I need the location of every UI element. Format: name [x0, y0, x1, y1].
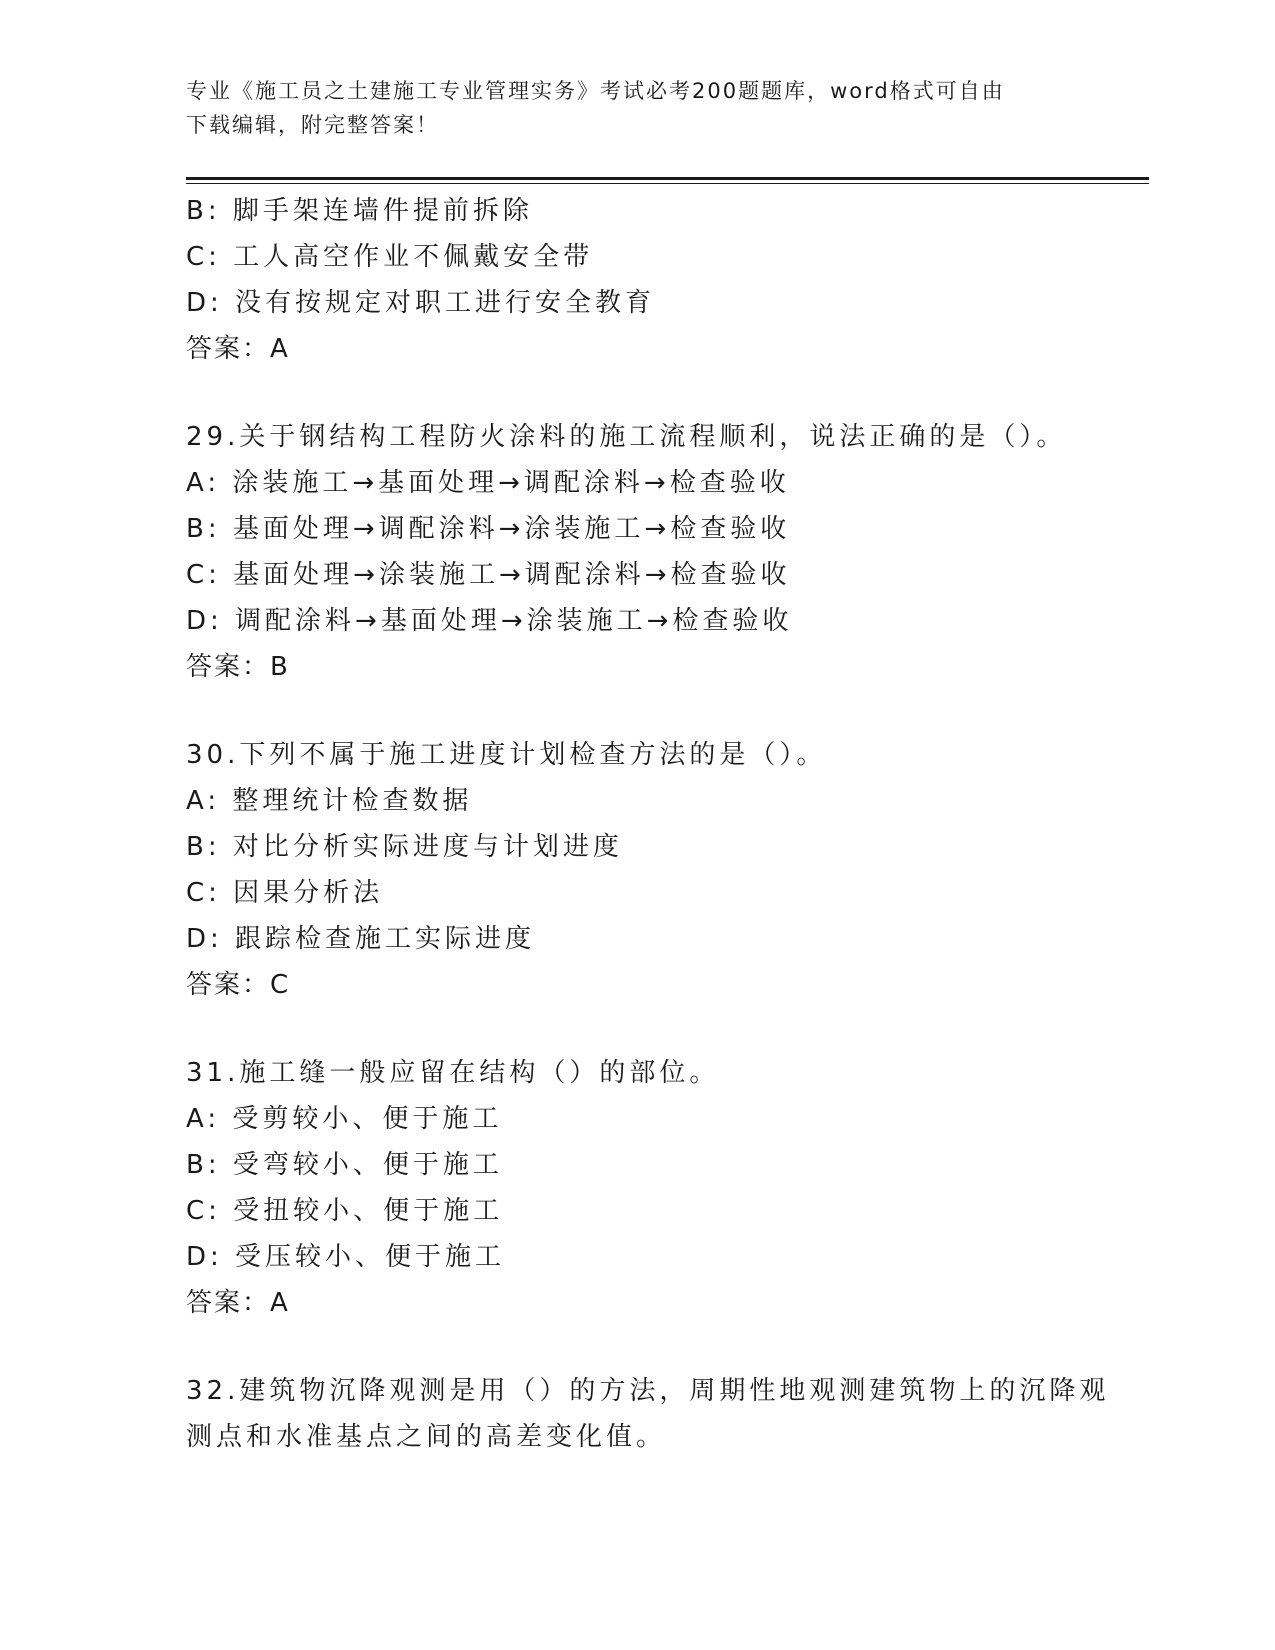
question-29 — [186, 414, 1086, 690]
answer-line: 答案：A — [186, 1288, 290, 1318]
question-stem-line-1: 32.建筑物沉降观测是用（）的方法，周期性地观测建筑物上的沉降观 — [186, 1376, 1110, 1406]
option-b: B: 受弯较小、便于施工 — [186, 1150, 503, 1180]
header-divider-thick — [186, 177, 1149, 180]
option-d: D: 没有按规定对职工进行安全教育 — [186, 288, 656, 318]
header-divider-thin — [186, 183, 1149, 184]
question-30 — [186, 732, 1086, 1008]
question-stem: 31.施工缝一般应留在结构（）的部位。 — [186, 1058, 720, 1088]
question-stem: 29.关于钢结构工程防火涂料的施工流程顺利，说法正确的是（）。 — [186, 422, 1067, 452]
question-28-continued — [186, 188, 1086, 372]
option-a: A: 涂装施工→基面处理→调配涂料→检查验收 — [186, 468, 790, 498]
option-b: B: 对比分析实际进度与计划进度 — [186, 832, 623, 862]
question-stem: 30.下列不属于施工进度计划检查方法的是（）。 — [186, 740, 827, 770]
question-stem-line-2: 测点和水准基点之间的高差变化值。 — [186, 1422, 667, 1452]
question-31 — [186, 1050, 1086, 1326]
answer-line: 答案：C — [186, 970, 291, 1000]
answer-line: 答案：B — [186, 652, 290, 682]
option-b: B: 基面处理→调配涂料→涂装施工→检查验收 — [186, 514, 791, 544]
option-a: A: 受剪较小、便于施工 — [186, 1104, 503, 1134]
question-32 — [186, 1368, 1110, 1460]
question-spacer — [186, 1008, 1086, 1050]
document-header — [186, 74, 1086, 142]
question-spacer — [186, 372, 1086, 414]
header-line-2: 下载编辑，附完整答案！ — [186, 113, 439, 137]
answer-line: 答案：A — [186, 334, 290, 364]
header-line-1: 专业《施工员之土建施工专业管理实务》考试必考200题题库，word格式可自由 — [186, 79, 1005, 103]
question-spacer — [186, 690, 1086, 732]
option-c: C: 工人高空作业不佩戴安全带 — [186, 242, 594, 272]
option-c: C: 受扭较小、便于施工 — [186, 1196, 504, 1226]
option-d: D: 跟踪检查施工实际进度 — [186, 924, 536, 954]
question-spacer — [186, 1326, 1086, 1368]
option-b: B: 脚手架连墙件提前拆除 — [186, 196, 533, 226]
option-d: D: 受压较小、便于施工 — [186, 1242, 506, 1272]
option-a: A: 整理统计检查数据 — [186, 786, 473, 816]
question-content — [186, 188, 1110, 1460]
option-c: C: 因果分析法 — [186, 878, 384, 908]
option-d: D: 调配涂料→基面处理→涂装施工→检查验收 — [186, 606, 793, 636]
option-c: C: 基面处理→涂装施工→调配涂料→检查验收 — [186, 560, 791, 590]
